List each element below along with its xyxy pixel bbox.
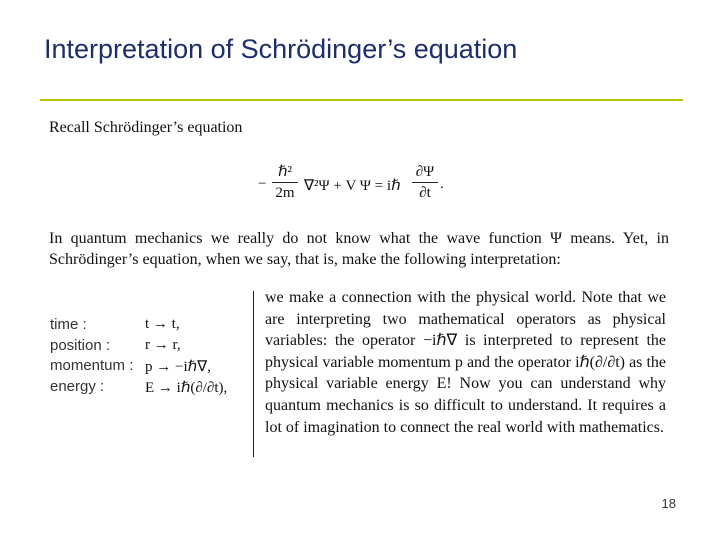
definition-label: energy : — [50, 377, 105, 395]
equation-fraction-left — [272, 163, 298, 202]
definition-label: position : — [50, 336, 111, 354]
page-number: 18 — [661, 496, 676, 511]
equation-minus-sign: − — [258, 176, 267, 192]
equation-fraction-right — [412, 163, 438, 202]
definition-mapping: E → iℏ(∂/∂t), — [145, 379, 228, 396]
equation-left-denominator: 2m — [275, 185, 295, 201]
definition-label: time : — [50, 316, 87, 333]
equation-left-numerator: ℏ² — [277, 164, 292, 180]
definition-mapping: r → r, — [145, 336, 181, 353]
recall-text: Recall Schrödinger’s equation — [49, 119, 243, 136]
schrodinger-equation — [258, 163, 478, 215]
definition-mapping: t → t, — [145, 316, 180, 332]
paragraph-explanation: we make a connection with the physical world. Note that we are interpreting two mathematical operators as physical variables: the operator −iℏ∇ is interpreted to represent the physical variable momentum p and the operator iℏ(∂/∂t) as the physical variable energy E! Now you can understand why quantum mechanics is so difficult to understand. It requires a lot of imagination to connect the real world with mathematics. — [265, 289, 666, 436]
equation-right-numerator: ∂Ψ — [415, 164, 435, 180]
fraction-bar — [272, 182, 298, 183]
equation-middle: ∇²Ψ + V Ψ = iℏ — [304, 178, 401, 194]
fraction-bar — [412, 182, 438, 183]
paragraph-intro: In quantum mechanics we really do not know what the wave function Ψ means. Yet, in Schrödinger’s equation, when we say, that is, make the following interpretation: — [49, 230, 669, 268]
equation-period: . — [440, 176, 444, 192]
definition-label: momentum : — [50, 357, 134, 374]
vertical-divider — [253, 291, 254, 457]
definition-mapping: p → −iℏ∇, — [145, 359, 211, 375]
slide-title: Interpretation of Schrödinger’s equation — [44, 34, 518, 64]
equation-right-denominator: ∂t — [419, 185, 431, 201]
title-divider — [40, 99, 683, 101]
